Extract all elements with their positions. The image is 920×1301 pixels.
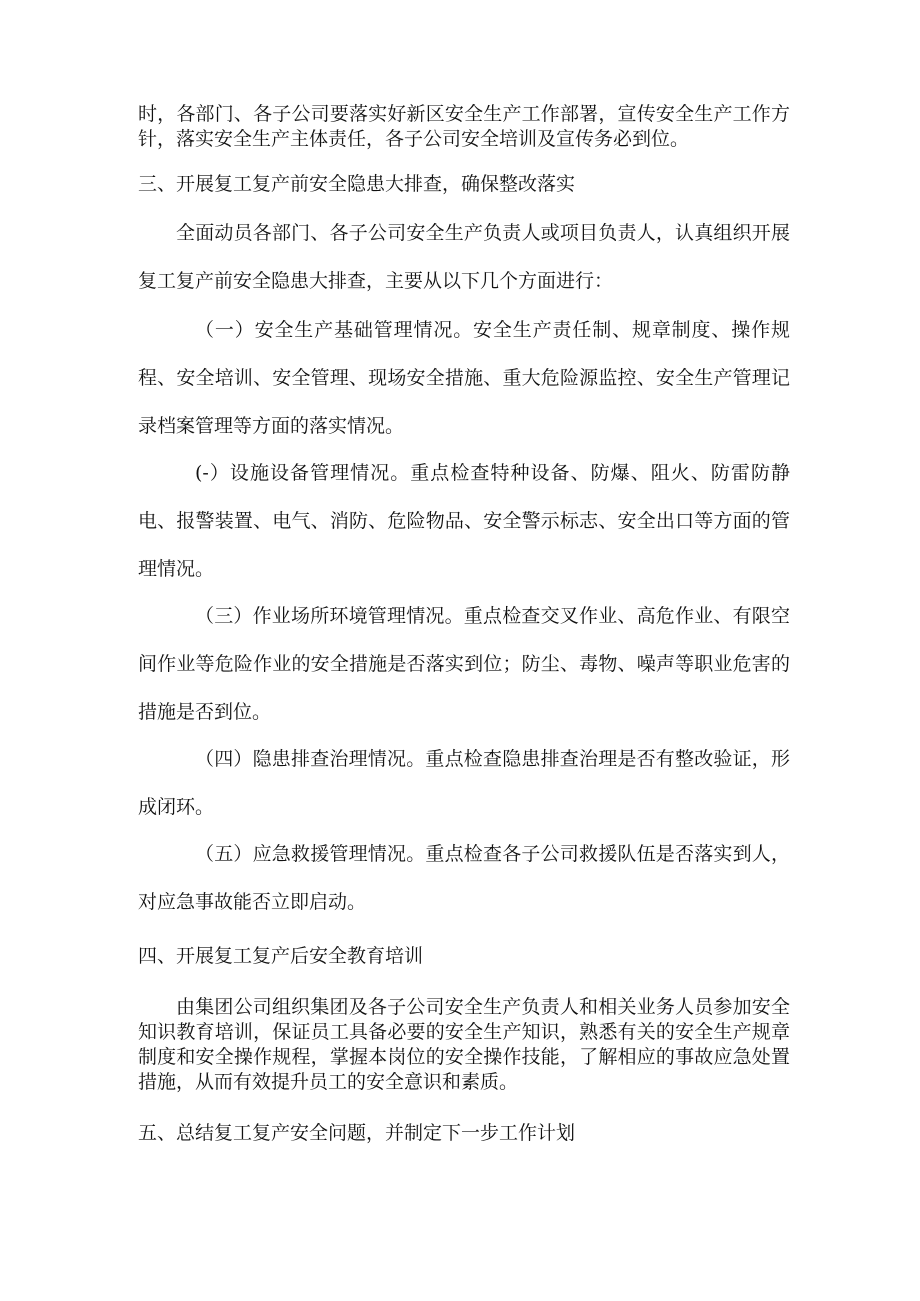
section-heading-4: 四、开展复工复产后安全教育培训 bbox=[138, 945, 424, 967]
paragraph-training: 由集团公司组织集团及各子公司安全生产负责人和相关业务人员参加安全知识教育培训，保证员工具备必要的安全生产知识，熟悉有关的安全生产规章制度和安全操作规程，掌握本岗位的安全操作技能，了解相应的事故应急处置措施，从而有效提升员工的安全意识和素质。 bbox=[138, 996, 790, 1093]
paragraph-item-1: （一）安全生产基础管理情况。安全生产责任制、规章制度、操作规程、安全培训、安全管理、现场安全措施、重大危险源监控、安全生产管理记录档案管理等方面的落实情况。 bbox=[138, 319, 790, 437]
paragraph-item-5: （五）应急救援管理情况。重点检查各子公司救援队伍是否落实到人，对应急事故能否立即启动。 bbox=[138, 843, 790, 913]
paragraph-item-2: (-）设施设备管理情况。重点检查特种设备、防爆、阻火、防雷防静电、报警装置、电气、消防、危险物品、安全警示标志、安全出口等方面的管理情况。 bbox=[138, 462, 790, 580]
paragraph-inspection-intro: 全面动员各部门、各子公司安全生产负责人或项目负责人，认真组织开展复工复产前安全隐患大排查，主要从以下几个方面进行： bbox=[138, 222, 790, 292]
paragraph-item-4: （四）隐患排查治理情况。重点检查隐患排查治理是否有整改验证，形成闭环。 bbox=[138, 748, 790, 818]
paragraph-continuation: 时，各部门、各子公司要落实好新区安全生产工作部署，宣传安全生产工作方针，落实安全生产主体责任，各子公司安全培训及宣传务必到位。 bbox=[138, 103, 790, 150]
section-heading-3: 三、开展复工复产前安全隐患大排查，确保整改落实 bbox=[138, 173, 576, 195]
section-heading-5: 五、总结复工复产安全问题，并制定下一步工作计划 bbox=[138, 1122, 576, 1144]
paragraph-item-3: （三）作业场所环境管理情况。重点检查交叉作业、高危作业、有限空间作业等危险作业的安全措施是否落实到位；防尘、毒物、噪声等职业危害的措施是否到位。 bbox=[138, 605, 790, 723]
